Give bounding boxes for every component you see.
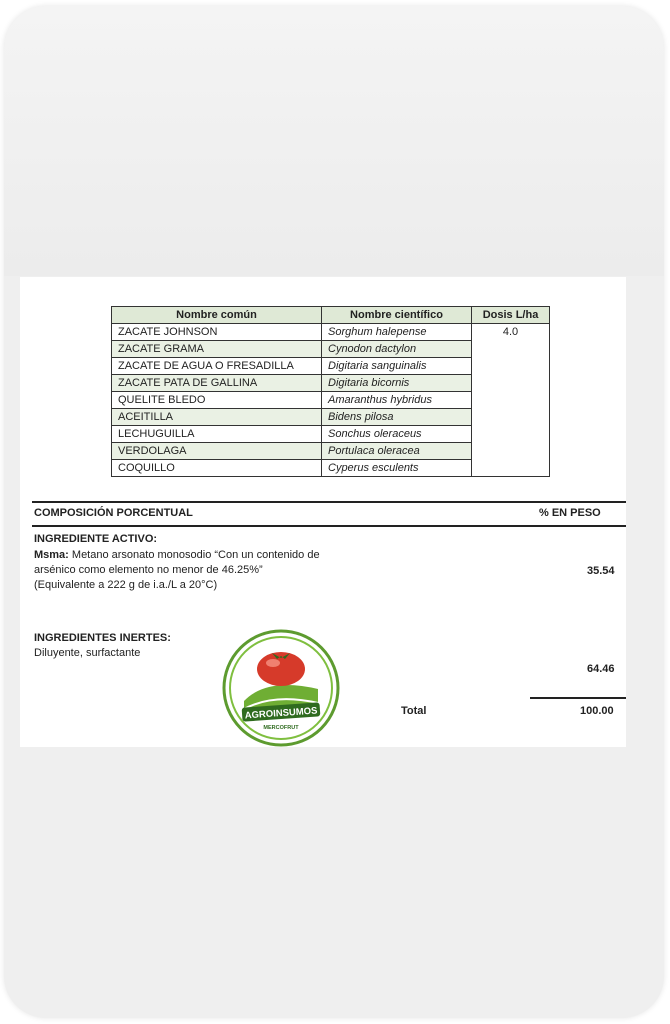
logo-brand-text: AGROINSUMOS: [244, 705, 318, 722]
inert-ingredients-heading: INGREDIENTES INERTES:: [34, 632, 171, 644]
total-label: Total: [401, 705, 427, 717]
scientific-name-cell: Bidens pilosa: [322, 409, 472, 426]
common-name-cell: ACEITILLA: [112, 409, 322, 426]
total-value: 100.00: [580, 705, 614, 717]
active-ingredient-value: 35.54: [587, 565, 615, 577]
scientific-name-cell: Cyperus esculents: [322, 460, 472, 477]
active-ingredient-desc-2: arsénico como elemento no menor de 46.25%”: [34, 564, 263, 576]
agroinsumos-logo: [222, 629, 340, 747]
scientific-name-cell: Digitaria sanguinalis: [322, 358, 472, 375]
common-name-cell: VERDOLAGA: [112, 443, 322, 460]
logo-graphic: [222, 629, 340, 747]
dose-cell: 4.0: [472, 324, 550, 477]
common-name-cell: ZACATE JOHNSON: [112, 324, 322, 341]
header-scientific-name: Nombre científico: [322, 307, 472, 324]
header-common-name: Nombre común: [112, 307, 322, 324]
table-row: [112, 324, 550, 341]
common-name-cell: ZACATE PATA DE GALLINA: [112, 375, 322, 392]
common-name-cell: ZACATE DE AGUA O FRESADILLA: [112, 358, 322, 375]
inert-ingredients-value: 64.46: [587, 663, 615, 675]
active-ingredient-desc-3: (Equivalente a 222 g de i.a./L a 20°C): [34, 579, 218, 591]
scientific-name-cell: Sorghum halepense: [322, 324, 472, 341]
weed-dose-table: [111, 306, 550, 477]
inert-ingredients-desc: Diluyente, surfactante: [34, 647, 141, 659]
common-name-cell: QUELITE BLEDO: [112, 392, 322, 409]
top-rule: [32, 501, 626, 503]
active-ingredient-line-1: [34, 549, 320, 561]
header-dose: Dosis L/ha: [472, 307, 550, 324]
weight-header: % EN PESO: [539, 507, 601, 519]
common-name-cell: COQUILLO: [112, 460, 322, 477]
scientific-name-cell: Cynodon dactylon: [322, 341, 472, 358]
active-ingredient-name: Msma:: [34, 549, 69, 561]
scientific-name-cell: Portulaca oleracea: [322, 443, 472, 460]
active-ingredient-desc-1: Metano arsonato monosodio “Con un contenido de: [71, 549, 320, 561]
table-header-row: [112, 307, 550, 324]
header-rule: [32, 525, 626, 527]
common-name-cell: ZACATE GRAMA: [112, 341, 322, 358]
scientific-name-cell: Sonchus oleraceus: [322, 426, 472, 443]
document-card: [4, 6, 664, 1018]
active-ingredient-heading: INGREDIENTE ACTIVO:: [34, 533, 158, 545]
composition-title: COMPOSICIÓN PORCENTUAL: [34, 507, 193, 519]
logo-sub-text: MERCOFRUT: [263, 725, 299, 731]
scientific-name-cell: Amaranthus hybridus: [322, 392, 472, 409]
total-rule: [530, 697, 626, 699]
scientific-name-cell: Digitaria bicornis: [322, 375, 472, 392]
document-page: [20, 277, 626, 747]
common-name-cell: LECHUGUILLA: [112, 426, 322, 443]
